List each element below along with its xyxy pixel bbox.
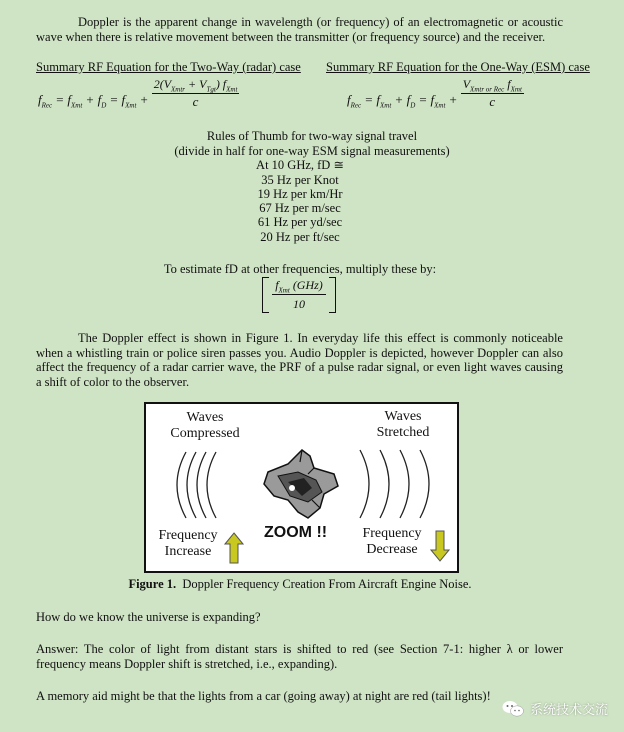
rules-line-1: 35 Hz per Knot (261, 173, 339, 187)
rules-line-4: 61 Hz per yd/sec (257, 215, 343, 229)
frequency-decrease-label: Frequency Decrease (362, 526, 422, 557)
arrow-up-icon (224, 532, 244, 564)
one-way-equation: $f_{Rec} = f_{Xmt} + f_D = f_{Xmt}$ + $\frac{V_{Xmtr or Rec} f_{Xmt}}{c}$ (347, 77, 522, 110)
frequency-increase-label: Frequency Increase (158, 528, 218, 559)
arrow-down-icon (430, 530, 450, 562)
two-way-numerator: $2(V_{Xmtr} + V_{Tgt})$ $f_{Xmt}$ (153, 77, 238, 94)
waves-compressed-label: Waves Compressed (170, 410, 240, 441)
memory-aid-text: A memory aid might be that the lights from a car (going away) at night are red (tail lights)! (36, 689, 491, 703)
two-way-equation: $f_{Rec} = f_{Xmt} + f_D = f_{Xmt}$ + $\frac{2(V_{Xmtr} + V_{Tgt}) f_{Xmt}}{c}$ (38, 77, 238, 110)
watermark-text: 系统技术交流 (529, 703, 608, 718)
rules-subtitle: (divide in half for one-way ESM signal measurements) (174, 144, 450, 158)
two-way-denominator: c (192, 94, 199, 110)
one-way-denominator: c (489, 94, 496, 110)
compressed-waves-graphic (164, 448, 234, 522)
rules-line-2: 19 Hz per km/Hr (257, 187, 343, 201)
wechat-icon (502, 700, 524, 718)
two-way-equation-title: Summary RF Equation for the Two-Way (radar) case (36, 60, 301, 74)
figure-caption-text: Doppler Frequency Creation From Aircraft Engine Noise. (182, 577, 472, 591)
question-text: How do we know the universe is expanding? (36, 610, 261, 624)
zoom-text: ZOOM !! (264, 524, 328, 541)
multiplier-bracket (262, 277, 336, 313)
one-way-numerator: $V_{Xmtr or Rec}$ $f_{Xmt}$ (462, 77, 522, 94)
multiplier-numerator: $f_{Xmt}$ (GHz) (272, 278, 326, 295)
intro-paragraph: Doppler is the apparent change in wavelength (or frequency) of an electromagnetic or acoustic wave when there is relative movement between the transmitter (or frequency source) and the receiver. (36, 15, 563, 44)
watermark (502, 699, 608, 718)
doppler-figure (144, 402, 459, 573)
multiplier-denominator: 10 (293, 297, 305, 311)
stretched-waves-graphic (354, 446, 450, 522)
figure-caption-label: Figure 1. (128, 577, 177, 591)
rules-title: Rules of Thumb for two-way signal travel (206, 129, 418, 143)
waves-stretched-label: Waves Stretched (376, 409, 430, 440)
figure-caption (0, 577, 600, 592)
rules-estimate: To estimate fD at other frequencies, multiply these by: (163, 262, 437, 276)
one-way-equation-title: Summary RF Equation for the One-Way (ESM) case (326, 60, 590, 74)
rules-line-0: At 10 GHz, fD ≅ (256, 158, 344, 172)
body-paragraph: The Doppler effect is shown in Figure 1. In everyday life this effect is commonly noticeable when a whistling train or police siren passes you. Audio Doppler is depicted, however Doppler can also affect the frequency of a radar carrier wave, the PRF of a pulse radar signal, or even light waves causing a shift of color to the observer. (36, 331, 563, 389)
rules-line-3: 67 Hz per m/sec (259, 201, 341, 215)
rules-line-5: 20 Hz per ft/sec (260, 230, 340, 244)
answer-text: Answer: The color of light from distant stars is shifted to red (see Section 7-1: higher λ or lower frequency means Doppler shift is stretched, i.e., expanding). (36, 642, 563, 671)
aircraft-icon (258, 442, 344, 526)
